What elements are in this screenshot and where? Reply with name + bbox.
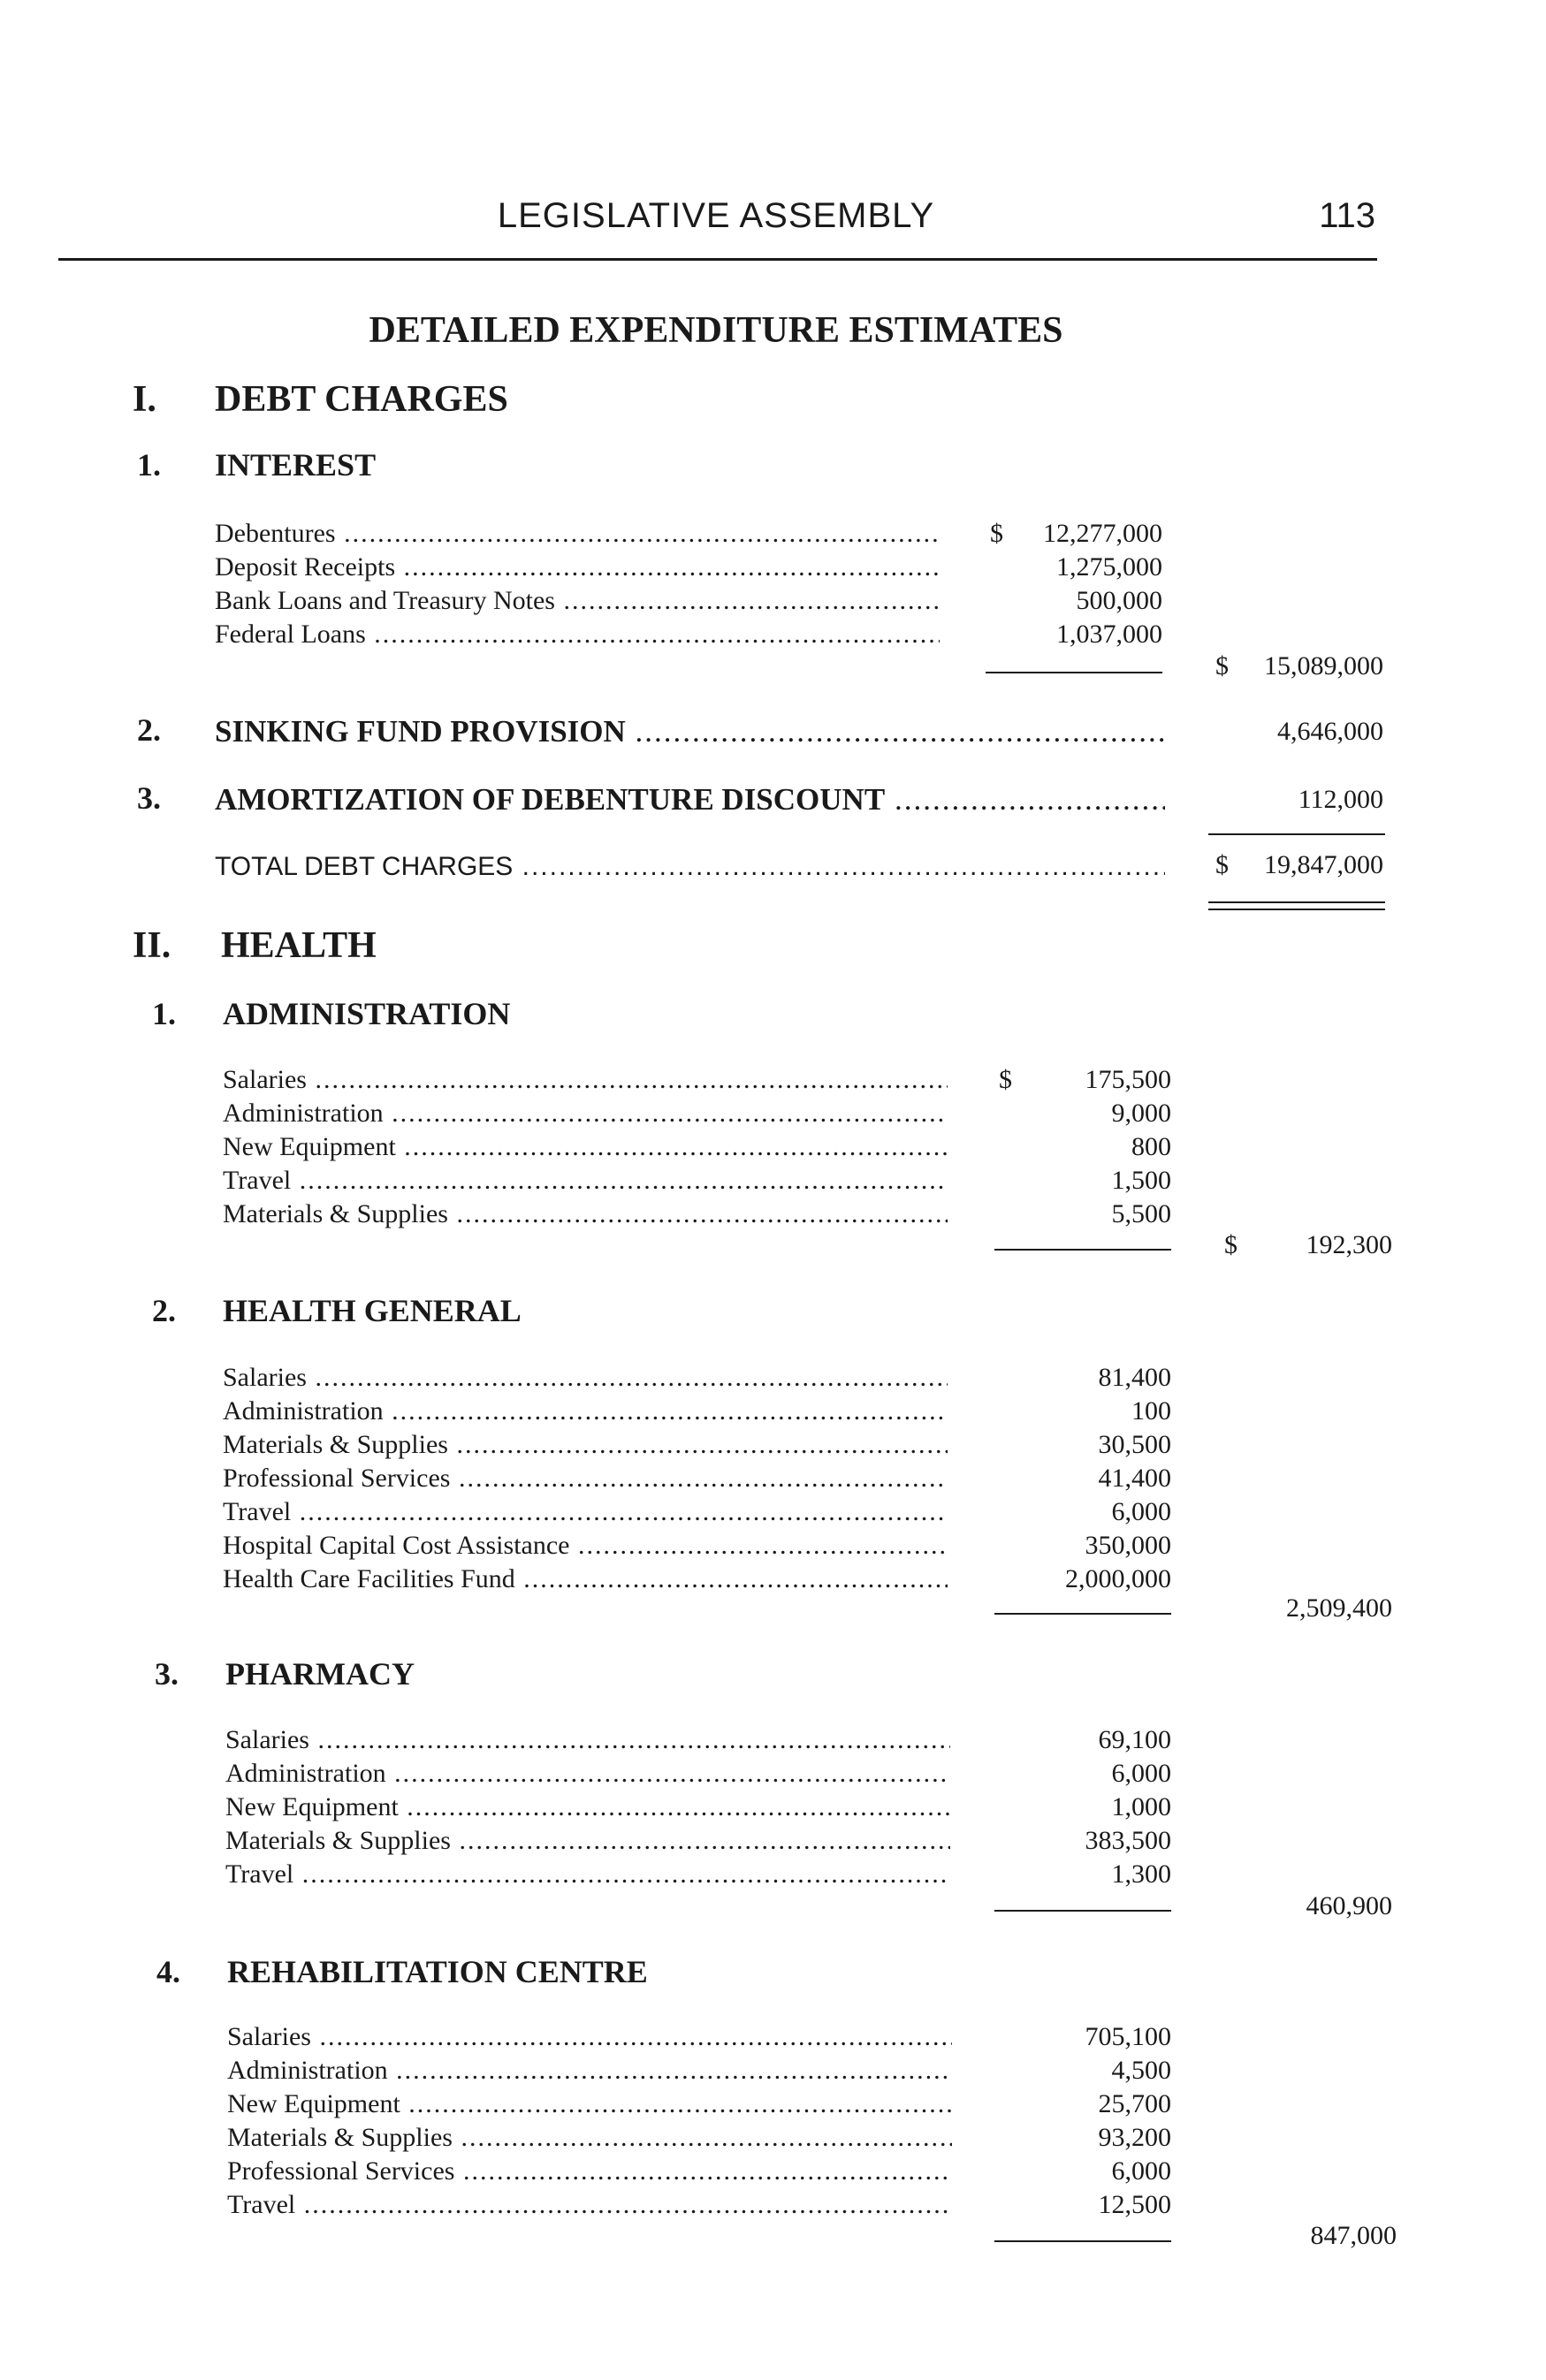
line-item-amount: 1,000 — [1111, 1792, 1171, 1821]
line-item-label: Materials & Supplies ..... — [223, 1428, 948, 1462]
line-item-amount-cell — [990, 1495, 1171, 1529]
line-item-amount-cell — [990, 1063, 1171, 1097]
running-header-title: LEGISLATIVE ASSEMBLY — [497, 196, 935, 235]
line-item-label: Administration ..... — [227, 2054, 952, 2087]
line-item — [223, 1361, 948, 1395]
line-item-amount: 1,300 — [1111, 1859, 1171, 1889]
section-number-amortization: 3. — [137, 780, 161, 816]
line-item-label: New Equipment ..... — [227, 2087, 952, 2121]
line-item-amount-cell — [990, 2155, 1171, 2188]
total-debt-charges-line — [215, 847, 1165, 887]
section-number-interest: 1. — [137, 447, 161, 483]
part-numeral-debt: I. — [133, 379, 156, 420]
line-item-amount: 5,500 — [1111, 1199, 1171, 1228]
line-item-label: Salaries ..... — [225, 1723, 950, 1757]
line-item-amount: 25,700 — [1098, 2089, 1171, 2118]
section-label: SINKING FUND PROVISION ..... — [215, 711, 1165, 752]
section-title-interest: INTEREST — [215, 447, 377, 483]
header-rule — [58, 258, 1377, 261]
line-item-label: Salaries ..... — [227, 2020, 952, 2054]
line-item-label: Materials & Supplies ..... — [227, 2121, 952, 2155]
line-item — [215, 584, 940, 618]
section-total-rehab: 847,000 — [1310, 2221, 1397, 2250]
line-item — [215, 517, 940, 551]
line-item-amount: 6,000 — [1111, 1759, 1171, 1788]
line-item — [225, 1723, 950, 1757]
line-item-amount: 12,277,000 — [1043, 517, 1162, 551]
subtotal-rule — [994, 1249, 1171, 1251]
line-item-amount-cell — [990, 1395, 1171, 1428]
section-line-sinking — [215, 711, 1165, 752]
section-total-amount: 192,300 — [1306, 1230, 1392, 1259]
line-item — [227, 2188, 952, 2222]
section-title-pharmacy: PHARMACY — [225, 1656, 415, 1692]
line-item-label: Travel ..... — [223, 1495, 948, 1529]
line-item — [223, 1063, 948, 1097]
section-number-admin: 1. — [152, 996, 176, 1031]
line-item-amount-cell — [990, 1164, 1171, 1198]
line-item — [227, 2155, 952, 2188]
line-item-amount-cell — [990, 1361, 1171, 1395]
total-label: TOTAL DEBT CHARGES ..... — [215, 847, 1165, 887]
line-item-amount-cell — [990, 1824, 1171, 1858]
part-title-health: HEALTH — [221, 925, 377, 966]
line-item-amount-cell — [990, 1757, 1171, 1791]
line-item-label: Travel ..... — [223, 1164, 948, 1198]
subtotal-rule — [994, 1910, 1171, 1912]
total-rule — [1208, 833, 1385, 835]
line-item-label: New Equipment ..... — [225, 1791, 950, 1824]
section-total-amortization: 112,000 — [1298, 785, 1383, 814]
line-item — [223, 1563, 948, 1596]
line-item-amount-cell — [990, 1130, 1171, 1164]
line-item-amount-cell — [990, 2054, 1171, 2087]
line-item-label: Materials & Supplies ..... — [225, 1824, 950, 1858]
line-item — [225, 1791, 950, 1824]
section-number-rehab: 4. — [156, 1954, 180, 1989]
section-total-interest — [1211, 651, 1383, 681]
subtotal-rule — [994, 2240, 1171, 2242]
line-item-amount-cell — [981, 584, 1162, 618]
section-title-general: HEALTH GENERAL — [223, 1293, 522, 1328]
currency-symbol: $ — [1215, 651, 1229, 681]
line-item-label: Travel ..... — [225, 1858, 950, 1891]
line-item-label: Bank Loans and Treasury Notes ..... — [215, 584, 940, 618]
line-item — [227, 2054, 952, 2087]
line-item-amount-cell — [990, 1563, 1171, 1596]
line-item-amount-cell — [990, 1791, 1171, 1824]
line-item-amount: 705,100 — [1085, 2022, 1171, 2051]
line-item-amount-cell — [981, 517, 1162, 551]
line-item-amount: 6,000 — [1111, 2156, 1171, 2186]
line-item-amount-cell — [990, 1097, 1171, 1130]
line-item-amount: 100 — [1131, 1396, 1171, 1426]
line-item — [223, 1495, 948, 1529]
line-item-amount: 81,400 — [1098, 1363, 1171, 1392]
part-numeral-health: II. — [133, 925, 171, 966]
line-item-label: Materials & Supplies ..... — [223, 1198, 948, 1231]
line-item-amount-cell — [990, 1462, 1171, 1495]
line-item-amount: 175,500 — [1085, 1065, 1171, 1094]
line-item-label: Health Care Facilities Fund ..... — [223, 1563, 948, 1596]
line-item — [225, 1757, 950, 1791]
line-item — [223, 1164, 948, 1198]
line-item-label: Professional Services ..... — [227, 2155, 952, 2188]
section-number-pharmacy: 3. — [155, 1656, 179, 1692]
line-item — [225, 1858, 950, 1891]
line-item-amount: 69,100 — [1098, 1725, 1171, 1754]
line-item-label: Federal Loans ..... — [215, 618, 940, 651]
line-item-amount: 12,500 — [1098, 2190, 1171, 2219]
line-item — [223, 1529, 948, 1563]
line-item-amount-cell — [990, 1198, 1171, 1231]
line-item-amount: 4,500 — [1111, 2056, 1171, 2085]
line-item-amount: 800 — [1131, 1132, 1171, 1161]
line-item — [227, 2121, 952, 2155]
main-title: DETAILED EXPENDITURE ESTIMATES — [369, 310, 1063, 351]
line-item — [215, 618, 940, 651]
subtotal-rule — [994, 1613, 1171, 1615]
subtotal-rule — [986, 672, 1162, 673]
line-item-label: Administration ..... — [223, 1395, 948, 1428]
section-total-general: 2,509,400 — [1286, 1593, 1392, 1623]
line-item-label: Travel ..... — [227, 2188, 952, 2222]
line-item-amount: 1,275,000 — [1056, 552, 1162, 582]
line-item-amount: 383,500 — [1085, 1826, 1171, 1855]
line-item-amount: 500,000 — [1076, 586, 1162, 615]
line-item-amount-cell — [990, 2188, 1171, 2222]
line-item — [223, 1462, 948, 1495]
section-title-admin: ADMINISTRATION — [223, 996, 511, 1031]
line-item-label: Salaries ..... — [223, 1361, 948, 1395]
line-item-amount: 2,000,000 — [1065, 1564, 1171, 1593]
line-item — [215, 551, 940, 584]
section-total-pharmacy: 460,900 — [1306, 1891, 1392, 1920]
line-item — [223, 1395, 948, 1428]
line-item-amount-cell — [981, 618, 1162, 651]
line-item-amount: 6,000 — [1111, 1497, 1171, 1526]
line-item-label: Administration ..... — [223, 1097, 948, 1130]
line-item — [223, 1130, 948, 1164]
line-item — [227, 2087, 952, 2121]
double-rule-bottom — [1208, 909, 1385, 910]
section-total-amount: 15,089,000 — [1264, 651, 1383, 681]
line-item — [223, 1428, 948, 1462]
total-debt-charges-amount: 19,847,000 — [1264, 850, 1383, 879]
double-rule-top — [1208, 901, 1385, 903]
page-number: 113 — [1319, 196, 1375, 235]
section-title-rehab: REHABILITATION CENTRE — [227, 1954, 648, 1989]
line-item — [223, 1097, 948, 1130]
line-item-label: Professional Services ..... — [223, 1462, 948, 1495]
section-label: AMORTIZATION OF DEBENTURE DISCOUNT ..... — [215, 779, 1165, 820]
line-item — [223, 1198, 948, 1231]
line-item-amount: 350,000 — [1085, 1531, 1171, 1560]
line-item-amount-cell — [981, 551, 1162, 584]
currency-symbol: $ — [1215, 850, 1229, 879]
currency-symbol: $ — [1224, 1230, 1238, 1259]
line-item-amount: 41,400 — [1098, 1464, 1171, 1493]
line-item-amount-cell — [990, 2087, 1171, 2121]
line-item-amount: 30,500 — [1098, 1430, 1171, 1459]
line-item-label: New Equipment ..... — [223, 1130, 948, 1164]
line-item-label: Debentures ..... — [215, 517, 940, 551]
line-item-label: Administration ..... — [225, 1757, 950, 1791]
line-item-amount-cell — [990, 1529, 1171, 1563]
line-item-label: Hospital Capital Cost Assistance ..... — [223, 1529, 948, 1563]
line-item-amount-cell — [990, 1723, 1171, 1757]
part-title-debt: DEBT CHARGES — [215, 379, 508, 420]
line-item-amount-cell — [990, 2020, 1171, 2054]
section-number-general: 2. — [152, 1293, 176, 1328]
line-item-amount: 93,200 — [1098, 2123, 1171, 2152]
currency-symbol: $ — [999, 1065, 1012, 1094]
section-total-sinking: 4,646,000 — [1277, 717, 1383, 746]
line-item — [227, 2020, 952, 2054]
section-line-amortization — [215, 779, 1165, 820]
total-debt-charges — [1211, 850, 1383, 880]
line-item — [225, 1824, 950, 1858]
currency-symbol: $ — [990, 519, 1003, 548]
line-item-amount-cell — [990, 2121, 1171, 2155]
line-item-amount: 1,037,000 — [1056, 620, 1162, 649]
line-item-amount: 9,000 — [1111, 1099, 1171, 1128]
line-item-amount-cell — [990, 1858, 1171, 1891]
section-number-sinking: 2. — [137, 712, 161, 748]
line-item-label: Deposit Receipts ..... — [215, 551, 940, 584]
line-item-amount-cell — [990, 1428, 1171, 1462]
section-total-admin — [1220, 1230, 1392, 1260]
line-item-amount: 1,500 — [1111, 1166, 1171, 1195]
line-item-label: Salaries ..... — [223, 1063, 948, 1097]
